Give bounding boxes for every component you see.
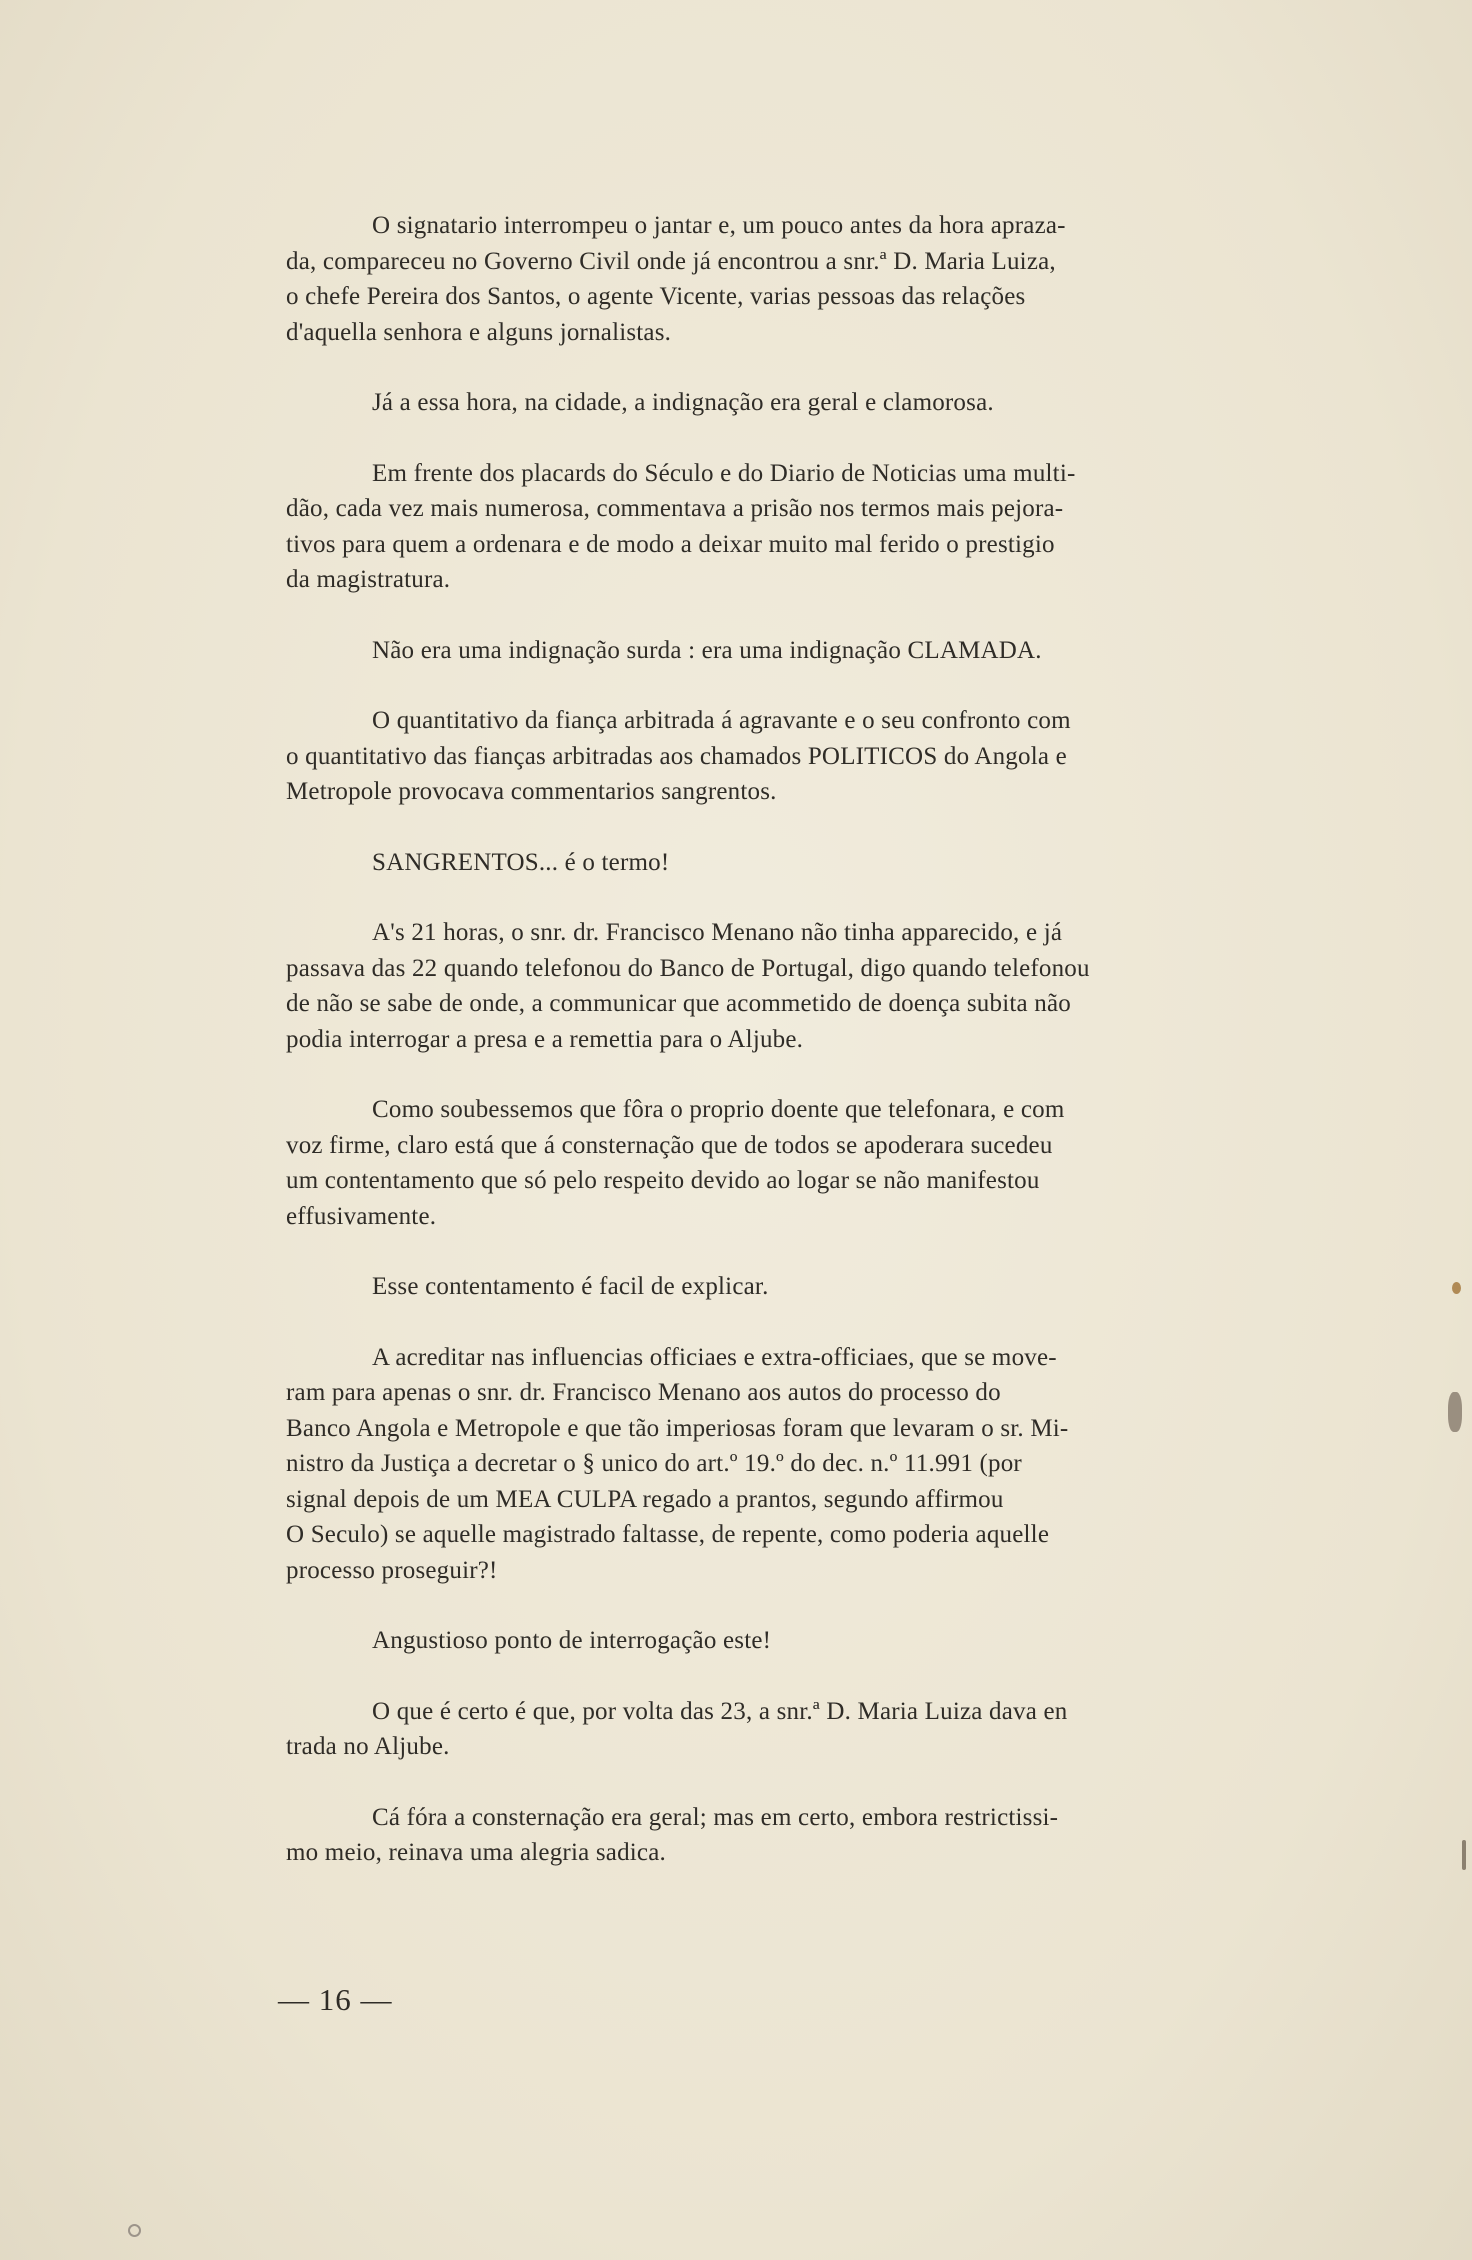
paragraph-6: SANGRENTOS... é o termo! bbox=[372, 848, 670, 876]
paragraph-5: O quantitativo da fiança arbitrada á agravante e o seu confronto com o quantitativo das fianças arbitradas aos chamados POLITICOS do Angola e Metropole provocava commentarios sangrentos. bbox=[286, 707, 1071, 805]
paper-speck bbox=[1448, 1392, 1462, 1432]
body-text bbox=[286, 208, 1266, 1871]
paragraph-10: A acreditar nas influencias officiaes e extra-officiaes, que se move- ram para apenas o snr. dr. Francisco Menano aos autos do processo do Banco Angola e Metropole e que tão imperiosas foram que levaram o sr. Mi- nistro da Justiça a decretar o § unico do art.º 19.º do dec. n.º 11.991 (por signal depois de um MEA CULPA regado a prantos, segundo affirmou O Seculo) se aquelle magistrado faltasse, de repente, como poderia aquelle processo proseguir?! bbox=[286, 1343, 1069, 1584]
page-number: — 16 — bbox=[278, 1982, 393, 2017]
paper-speck bbox=[1452, 1282, 1461, 1294]
paragraph-13: Cá fóra a consternação era geral; mas em certo, embora restrictissi- mo meio, reinava uma alegria sadica. bbox=[286, 1803, 1059, 1866]
paragraph-3: Em frente dos placards do Século e do Diario de Noticias uma multi- dão, cada vez mais numerosa, commentava a prisão nos termos mais pejora- tivos para quem a ordenara e de modo a deixar muito mal ferido o prestigio da magistratura. bbox=[286, 459, 1076, 593]
paragraph-1: O signatario interrompeu o jantar e, um pouco antes da hora apraza- da, compareceu no Governo Civil onde já encontrou a snr.ª D. Maria Luiza, o chefe Pereira dos Santos, o agente Vicente, varias pessoas das relações d'aquella senhora e alguns jornalistas. bbox=[286, 212, 1066, 346]
paragraph-12: O que é certo é que, por volta das 23, a snr.ª D. Maria Luiza dava en trada no Aljube. bbox=[286, 1697, 1068, 1760]
paragraph-9: Esse contentamento é facil de explicar. bbox=[372, 1273, 769, 1300]
paragraph-4: Não era uma indignação surda : era uma indignação CLAMADA. bbox=[372, 636, 1042, 664]
paragraph-7: A's 21 horas, o snr. dr. Francisco Menano não tinha apparecido, e já passava das 22 quando telefonou do Banco de Portugal, digo quando telefonou de não se sabe de onde, a communicar que acommetido de doença subita não podia interrogar a presa e a remettia para o Aljube. bbox=[286, 919, 1090, 1053]
paragraph-2: Já a essa hora, na cidade, a indignação era geral e clamorosa. bbox=[372, 389, 994, 416]
paragraph-8: Como soubessemos que fôra o proprio doente que telefonara, e com voz firme, claro está que á consternação que de todos se apoderara sucedeu um contentamento que só pelo respeito devido ao logar se não manifestou effusivamente. bbox=[286, 1096, 1065, 1230]
paper-speck bbox=[1462, 1840, 1466, 1870]
paragraph-11: Angustioso ponto de interrogação este! bbox=[372, 1627, 772, 1654]
paper-speck bbox=[128, 2224, 141, 2237]
